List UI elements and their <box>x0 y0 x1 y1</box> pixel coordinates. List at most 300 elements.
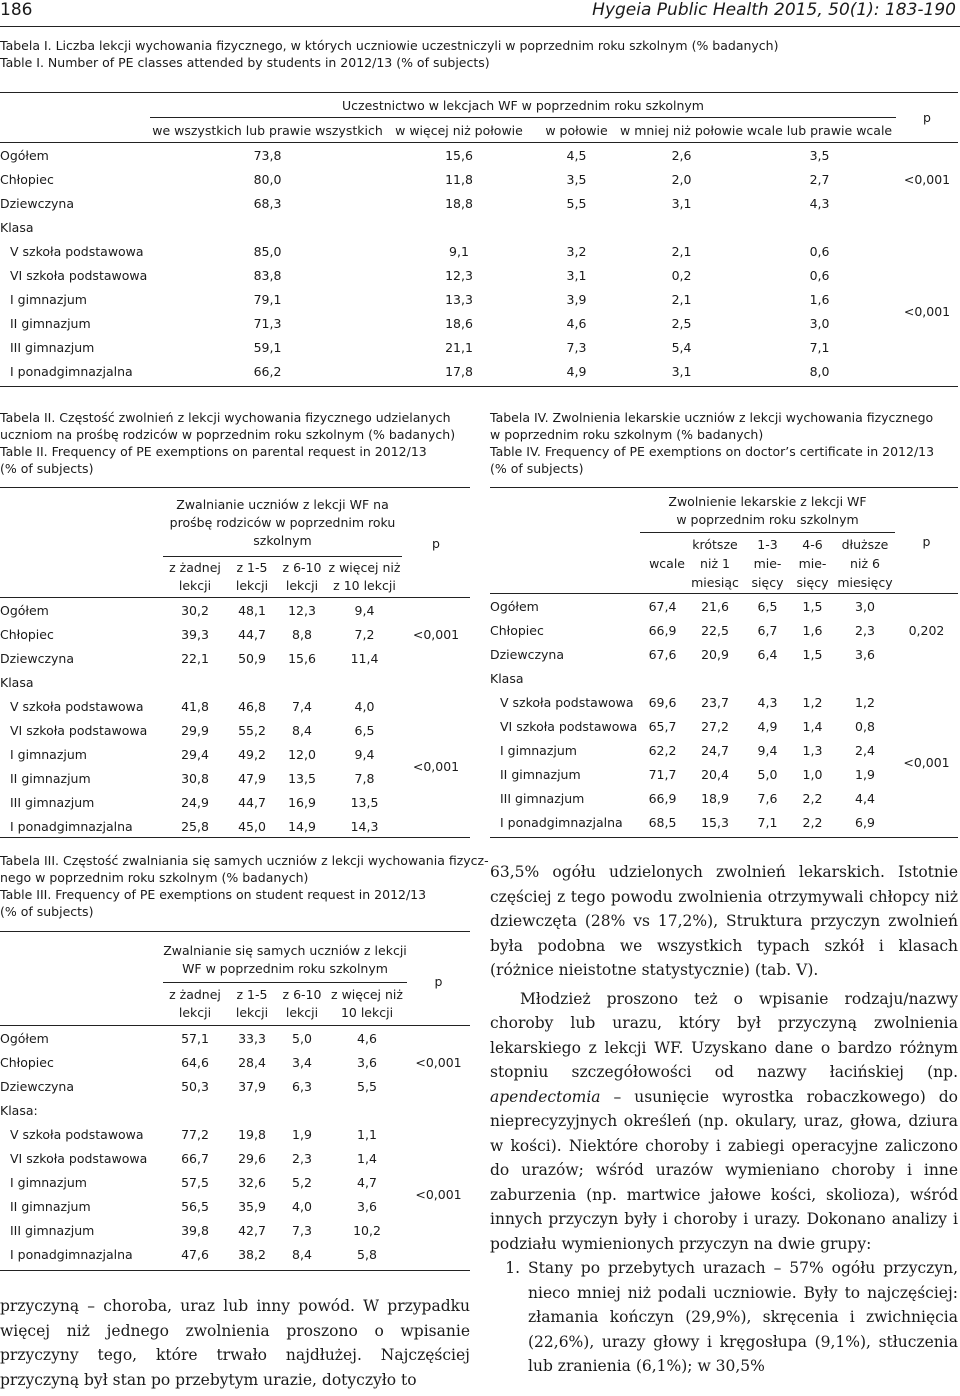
cell-value: 7,8 <box>354 770 375 786</box>
row-label: III gimnazjum <box>10 1222 95 1238</box>
cell-value: 8,4 <box>292 1246 312 1262</box>
table4-col-header: 1-3 mie- sięcy <box>745 533 790 594</box>
table-row <box>0 814 470 838</box>
cell-value: 46,8 <box>238 698 266 714</box>
cell-value: 33,3 <box>238 1030 266 1046</box>
cell-value: 2,1 <box>671 243 692 259</box>
cell-value: 83,8 <box>253 267 282 283</box>
empty-cell <box>407 1098 470 1122</box>
table3 <box>0 938 470 1266</box>
table2-col-header: z żadnej lekcji <box>163 557 227 598</box>
empty-cell <box>896 215 958 239</box>
table3-top-rule <box>0 931 470 932</box>
cell-value: 56,5 <box>181 1198 209 1214</box>
table1-caption-pl: Tabela I. Liczba lekcji wychowania fizycznego, w których uczniowie uczestniczyli w poprzednim roku szkolnym (% badanych) <box>0 38 779 53</box>
table2-group-header <box>163 490 402 557</box>
empty-cell <box>790 666 835 690</box>
cell-value: 17,8 <box>445 363 473 379</box>
cell-value: 66,9 <box>648 622 677 638</box>
cell-value: 4,9 <box>566 363 587 379</box>
cell-value: 47,6 <box>181 1246 209 1262</box>
table1-p-header: p <box>896 93 958 143</box>
row-label: II gimnazjum <box>10 315 91 331</box>
table4 <box>490 490 958 834</box>
table1-group-header: Uczestnictwo w lekcjach WF w poprzednim roku szkolnym <box>150 93 896 118</box>
empty-cell <box>227 1098 277 1122</box>
cell-value: 3,5 <box>566 171 587 187</box>
empty-cell <box>277 1098 327 1122</box>
cell-value: 2,2 <box>802 790 823 806</box>
page-header <box>0 0 960 27</box>
row-label: I gimnazjum <box>10 291 87 307</box>
row-label: Chłopiec <box>490 622 544 638</box>
cell-value: 85,0 <box>253 243 282 259</box>
row-label: Ogółem <box>0 1030 49 1046</box>
cell-value: 6,7 <box>757 622 778 638</box>
table-row <box>490 762 958 786</box>
cell-value: 0,6 <box>809 243 830 259</box>
cell-value: 1,5 <box>802 598 823 614</box>
table-row <box>0 670 470 694</box>
cell-value: 3,0 <box>809 315 830 331</box>
cell-value: 7,1 <box>757 814 778 830</box>
cell-value: 4,6 <box>566 315 587 331</box>
row-label: Dziewczyna <box>490 646 564 662</box>
cell-value: 1,3 <box>802 742 823 758</box>
row-label: II gimnazjum <box>10 1198 91 1214</box>
cell-value: 6,5 <box>354 722 375 738</box>
table-row <box>0 598 470 623</box>
p-value: 0,202 <box>908 622 945 638</box>
table-row <box>0 287 958 311</box>
group-label: Klasa <box>0 219 34 235</box>
cell-value: 73,8 <box>253 147 282 163</box>
cell-value: 27,2 <box>701 718 729 734</box>
cell-value: 3,1 <box>671 195 692 211</box>
cell-value: 9,4 <box>354 602 375 618</box>
cell-value: 6,5 <box>757 598 778 614</box>
cell-value: 11,8 <box>445 171 473 187</box>
row-label: I gimnazjum <box>10 1174 87 1190</box>
table4-bottom-rule <box>490 837 958 838</box>
p-value: <0,001 <box>412 626 460 642</box>
table-row <box>0 1026 470 1051</box>
cell-value: 9,4 <box>354 746 375 762</box>
p-value: <0,001 <box>903 171 951 187</box>
cell-value: 1,6 <box>809 291 830 307</box>
row-label: III gimnazjum <box>10 794 95 810</box>
table-row <box>0 622 470 646</box>
table-row <box>0 1242 470 1266</box>
table-row <box>0 1122 470 1146</box>
cell-value: 3,0 <box>855 598 875 614</box>
cell-value: 3,6 <box>855 646 875 662</box>
cell-value: 69,6 <box>648 694 677 710</box>
table4-p-header: p <box>895 490 958 594</box>
cell-value: 41,8 <box>181 698 209 714</box>
table2-caption <box>0 409 470 477</box>
empty-cell <box>743 215 896 239</box>
cell-value: 66,2 <box>253 363 282 379</box>
cell-value: 30,2 <box>181 602 209 618</box>
table4-group-header <box>640 490 895 533</box>
table-row <box>0 766 470 790</box>
table4-group-header-line: w poprzednim roku szkolnym <box>676 512 859 527</box>
group-label: Klasa <box>490 670 524 686</box>
table1-bottom-rule <box>0 386 958 387</box>
cell-value: 1,6 <box>802 622 823 638</box>
cell-value: 8,0 <box>809 363 830 379</box>
table-row <box>0 694 470 718</box>
table3-col-header: z 6-10 lekcji <box>277 983 327 1026</box>
cell-value: 19,8 <box>238 1126 266 1142</box>
cell-value: 4,3 <box>757 694 778 710</box>
table2-col-header: z 1-5 lekcji <box>227 557 277 598</box>
cell-value: 67,6 <box>648 646 677 662</box>
right-paragraph-2: Młodzież proszono też o wpisanie rodzaju/nazwy choroby lub urazu, który był przyczyną zwolnienia lekarskiego z lekcji WF. Uzyskano dane o bardzo różnym stopniu szczegółowości od nazwy łacińskiej (np. apendectomia – usunięcie wyrostka robaczkowego) do nieprecyzyjnych określeń (np. okulary, uraz, głowa, dziura w kości). Niektóre choroby i zabiegi operacyjne zaliczono do urazów; wśród urazów wymieniano choroby i inne zaburzenia (np. martwice jałowe kości, skolioza), wśród innych przyczyn były i choroby i urazy. Dokonano analizy i podziału wymienionych przyczyn na dwie grupy: <box>490 989 958 1253</box>
table4-col-header: 4-6 mie- sięcy <box>790 533 835 594</box>
table-row <box>0 311 958 335</box>
cell-value: 71,3 <box>253 315 282 331</box>
cell-value: 12,3 <box>288 602 316 618</box>
cell-value: 3,4 <box>292 1054 312 1070</box>
cell-value: 57,5 <box>181 1174 209 1190</box>
cell-value: 2,3 <box>292 1150 312 1166</box>
cell-value: 6,9 <box>855 814 875 830</box>
row-label: Dziewczyna <box>0 650 74 666</box>
cell-value: 48,1 <box>238 602 266 618</box>
cell-value: 8,8 <box>292 626 312 642</box>
cell-value: 68,5 <box>648 814 677 830</box>
row-label: Ogółem <box>490 598 539 614</box>
table1-col-header: w więcej niż połowie <box>385 118 533 143</box>
cell-value: 0,6 <box>809 267 830 283</box>
table2-group-header-line: szkolnym <box>253 533 312 548</box>
row-label: V szkoła podstawowa <box>10 1126 144 1142</box>
cell-value: 23,7 <box>701 694 729 710</box>
cell-value: 21,1 <box>445 339 473 355</box>
cell-value: 18,6 <box>445 315 473 331</box>
cell-value: 32,6 <box>238 1174 266 1190</box>
cell-value: 2,0 <box>671 171 692 187</box>
cell-value: 12,0 <box>288 746 316 762</box>
cell-value: 20,9 <box>701 646 729 662</box>
row-label: I ponadgimnazjalna <box>10 818 133 834</box>
cell-value: 29,6 <box>238 1150 266 1166</box>
cell-value: 77,2 <box>181 1126 209 1142</box>
cell-value: 6,4 <box>757 646 778 662</box>
table3-col-header: z więcej niż 10 lekcji <box>327 983 407 1026</box>
row-label: I ponadgimnazjalna <box>500 814 623 830</box>
cell-value: 12,3 <box>445 267 473 283</box>
cell-value: 0,2 <box>671 267 692 283</box>
cell-value: 15,6 <box>288 650 316 666</box>
cell-value: 18,9 <box>701 790 729 806</box>
page-number: 186 <box>0 0 33 20</box>
table1-col-header: wcale lub prawie wcale <box>743 118 896 143</box>
cell-value: 13,5 <box>288 770 316 786</box>
table-row <box>490 786 958 810</box>
table2-top-rule <box>0 487 470 488</box>
table-row <box>0 742 470 766</box>
row-label: II gimnazjum <box>10 770 91 786</box>
table3-group-header-line: WF w poprzednim roku szkolnym <box>182 961 388 976</box>
cell-value: 68,3 <box>253 195 282 211</box>
row-label: VI szkoła podstawowa <box>10 267 148 283</box>
table2 <box>0 490 470 838</box>
table2-group-header-line: Zwalnianie uczniów z lekcji WF na <box>176 497 389 512</box>
cell-value: 29,9 <box>181 722 209 738</box>
cell-value: 7,1 <box>809 339 830 355</box>
cell-value: 4,7 <box>357 1174 377 1190</box>
row-label: I ponadgimnazjalna <box>10 363 133 379</box>
cell-value: 49,2 <box>238 746 266 762</box>
cell-value: 7,6 <box>757 790 778 806</box>
cell-value: 7,3 <box>292 1222 312 1238</box>
table-row <box>0 1050 470 1074</box>
cell-value: 57,1 <box>181 1030 209 1046</box>
empty-cell <box>227 670 277 694</box>
cell-value: 1,9 <box>292 1126 312 1142</box>
table1 <box>0 93 958 383</box>
cell-value: 25,8 <box>181 818 209 834</box>
cell-value: 18,8 <box>445 195 473 211</box>
table4-col-header: krótsze niż 1 miesiąc <box>685 533 745 594</box>
table2-bottom-rule <box>0 837 470 838</box>
row-label: Chłopiec <box>0 1054 54 1070</box>
cell-value: 59,1 <box>253 339 282 355</box>
cell-value: 4,5 <box>566 147 587 163</box>
empty-cell <box>163 1098 227 1122</box>
row-label: III gimnazjum <box>500 790 585 806</box>
table3-p-header: p <box>407 938 470 1026</box>
row-label: Chłopiec <box>0 626 54 642</box>
cell-value: 35,9 <box>238 1198 266 1214</box>
row-label: I ponadgimnazjalna <box>10 1246 133 1262</box>
cell-value: 4,4 <box>855 790 875 806</box>
table2-caption-line: Tabela II. Częstość zwolnień z lekcji wychowania fizycznego udzielanych <box>0 410 451 425</box>
right-paragraph-1: 63,5% ogółu udzielonych zwolnień lekarskich. Istotnie częściej z tego powodu zwolnienia otrzymywali chłopcy niż dziewczęta (28% vs 17,2%), Struktura przyczyn zwolnień była podobna we wszystkich typach szkół i klasach (różnice nieistotne statystycznie) (tab. V). <box>490 863 958 979</box>
cell-value: 4,0 <box>354 698 375 714</box>
table-row <box>490 594 958 619</box>
group-label: Klasa <box>0 674 34 690</box>
p-value: <0,001 <box>415 1186 462 1202</box>
table-row <box>0 263 958 287</box>
cell-value: 5,5 <box>357 1078 377 1094</box>
table1-caption <box>0 37 960 71</box>
table4-caption-line: Tabela IV. Zwolnienia lekarskie uczniów z lekcji wychowania fizycznego <box>490 410 934 425</box>
cell-value: 65,7 <box>648 718 677 734</box>
table-row <box>490 618 958 642</box>
empty-cell <box>895 666 958 690</box>
cell-value: 2,4 <box>855 742 875 758</box>
row-label: V szkoła podstawowa <box>10 243 144 259</box>
row-label: I gimnazjum <box>10 746 87 762</box>
cell-value: 5,8 <box>357 1246 377 1262</box>
row-label: II gimnazjum <box>500 766 581 782</box>
cell-value: 0,8 <box>855 718 875 734</box>
cell-value: 62,2 <box>648 742 677 758</box>
empty-cell <box>327 670 402 694</box>
cell-value: 2,5 <box>671 315 692 331</box>
table3-caption <box>0 852 489 920</box>
empty-cell <box>835 666 895 690</box>
table4-caption-line: Table IV. Frequency of PE exemptions on doctor’s certificate in 2012/13 <box>490 444 935 459</box>
table3-caption-line: Tabela III. Częstość zwalniania się samych uczniów z lekcji wychowania fizycz- <box>0 853 489 868</box>
cell-value: 3,6 <box>357 1054 377 1070</box>
cell-value: 13,3 <box>445 291 473 307</box>
table3-group-header-line: Zwalnianie się samych uczniów z lekcji <box>163 943 407 958</box>
empty-cell <box>685 666 745 690</box>
table1-col-header: w połowie <box>533 118 620 143</box>
cell-value: 3,5 <box>809 147 830 163</box>
cell-value: 5,5 <box>566 195 587 211</box>
table-row <box>490 738 958 762</box>
cell-value: 7,4 <box>292 698 312 714</box>
table-row <box>0 1098 470 1122</box>
table-row <box>490 714 958 738</box>
table-row <box>0 167 958 191</box>
table4-caption <box>490 409 960 477</box>
cell-value: 5,2 <box>292 1174 312 1190</box>
cell-value: 2,6 <box>671 147 692 163</box>
cell-value: 55,2 <box>238 722 266 738</box>
empty-cell <box>533 215 620 239</box>
cell-value: 20,4 <box>701 766 729 782</box>
table1-col-header: w mniej niż połowie <box>620 118 743 143</box>
cell-value: 10,2 <box>353 1222 381 1238</box>
table4-caption-line: (% of subjects) <box>490 461 584 476</box>
cell-value: 1,9 <box>855 766 875 782</box>
table4-col-header: wcale <box>640 533 685 594</box>
table3-col-header: z żadnej lekcji <box>163 983 227 1026</box>
right-body-text <box>490 860 958 1379</box>
row-label: VI szkoła podstawowa <box>500 718 638 734</box>
table-row <box>0 335 958 359</box>
table-row <box>490 642 958 666</box>
cell-value: 3,1 <box>671 363 692 379</box>
empty-cell <box>327 1098 407 1122</box>
cell-value: 71,7 <box>648 766 677 782</box>
cell-value: 44,7 <box>238 626 266 642</box>
journal-citation: Hygeia Public Health 2015, 50(1): 183-190 <box>592 0 956 20</box>
left-body-text <box>0 1294 470 1392</box>
list-item-1 <box>490 1256 958 1379</box>
empty-cell <box>277 670 327 694</box>
cell-value: 13,5 <box>350 794 379 810</box>
table2-col-header: z 6-10 lekcji <box>277 557 327 598</box>
row-label: Dziewczyna <box>0 1078 74 1094</box>
empty-cell <box>640 666 685 690</box>
empty-cell <box>385 215 533 239</box>
cell-value: 1,1 <box>357 1126 377 1142</box>
cell-value: 7,2 <box>354 626 375 642</box>
cell-value: 16,9 <box>288 794 316 810</box>
cell-value: 64,6 <box>181 1054 209 1070</box>
row-label: Dziewczyna <box>0 195 74 211</box>
cell-value: 1,0 <box>802 766 823 782</box>
table-row <box>0 239 958 263</box>
row-label: I gimnazjum <box>500 742 577 758</box>
row-label: Ogółem <box>0 602 49 618</box>
cell-value: 45,0 <box>238 818 266 834</box>
cell-value: 37,9 <box>238 1078 266 1094</box>
cell-value: 39,8 <box>181 1222 209 1238</box>
cell-value: 21,6 <box>701 598 729 614</box>
row-label: V szkoła podstawowa <box>10 698 144 714</box>
cell-value: 2,1 <box>671 291 692 307</box>
table-row <box>0 1218 470 1242</box>
table-row <box>490 810 958 834</box>
p-value: <0,001 <box>415 1054 462 1070</box>
cell-value: 1,4 <box>802 718 823 734</box>
cell-value: 1,4 <box>357 1150 377 1166</box>
row-label: VI szkoła podstawowa <box>10 722 148 738</box>
p-value: <0,001 <box>903 754 950 770</box>
table-row <box>0 215 958 239</box>
table2-p-header: p <box>402 490 470 598</box>
table-row <box>0 1074 470 1098</box>
table-row <box>0 718 470 742</box>
table3-group-header <box>163 938 407 983</box>
cell-value: 30,8 <box>181 770 209 786</box>
cell-value: 22,5 <box>701 622 729 638</box>
cell-value: 5,4 <box>671 339 692 355</box>
cell-value: 9,1 <box>449 243 469 259</box>
list-item-text: Stany po przebytych urazach – 57% ogółu przyczyn, nieco mniej niż podali uczniowie. Były to najczęściej: złamania kończyn (29,9%), skręcenia i zwichnięcia (22,6%), urazy głowy i kręgosłupa (9,1%), stłuczenia lub zranienia (6,1%); w 30,5% <box>528 1259 958 1375</box>
p-value: <0,001 <box>903 303 951 319</box>
cell-value: 1,5 <box>802 646 823 662</box>
cell-value: 14,3 <box>350 818 379 834</box>
table2-col-header: z więcej niż z 10 lekcji <box>327 557 402 598</box>
cell-value: 4,6 <box>357 1030 377 1046</box>
cell-value: 42,7 <box>238 1222 266 1238</box>
cell-value: 38,2 <box>238 1246 266 1262</box>
table-row <box>0 1194 470 1218</box>
cell-value: 3,2 <box>566 243 587 259</box>
table-row <box>0 790 470 814</box>
cell-value: 4,0 <box>292 1198 312 1214</box>
table4-top-rule <box>490 487 958 488</box>
table-row <box>490 666 958 690</box>
cell-value: 7,3 <box>566 339 587 355</box>
table-row <box>0 646 470 670</box>
cell-value: 24,7 <box>701 742 729 758</box>
cell-value: 9,4 <box>757 742 778 758</box>
row-label: III gimnazjum <box>10 339 95 355</box>
group-label: Klasa: <box>0 1102 38 1118</box>
table-row <box>0 359 958 383</box>
cell-value: 5,0 <box>757 766 778 782</box>
table3-caption-line: Table III. Frequency of PE exemptions on student request in 2012/13 <box>0 887 427 902</box>
cell-value: 80,0 <box>253 171 282 187</box>
cell-value: 2,3 <box>855 622 875 638</box>
table4-group-header-line: Zwolnienie lekarskie z lekcji WF <box>668 494 867 509</box>
cell-value: 1,2 <box>855 694 875 710</box>
table2-group-header-line: prośbę rodziców w poprzednim roku <box>169 515 396 530</box>
empty-cell <box>150 215 385 239</box>
table2-caption-line: uczniom na prośbę rodziców w poprzednim roku szkolnym (% badanych) <box>0 427 456 442</box>
cell-value: 66,9 <box>648 790 677 806</box>
cell-value: 15,6 <box>445 147 473 163</box>
table-row <box>0 191 958 215</box>
table4-col-header: dłuższe niż 6 miesięcy <box>835 533 895 594</box>
cell-value: 1,2 <box>802 694 823 710</box>
empty-cell <box>163 670 227 694</box>
table1-caption-en: Table I. Number of PE classes attended by students in 2012/13 (% of subjects) <box>0 55 490 70</box>
cell-value: 22,1 <box>181 650 209 666</box>
cell-value: 39,3 <box>181 626 209 642</box>
